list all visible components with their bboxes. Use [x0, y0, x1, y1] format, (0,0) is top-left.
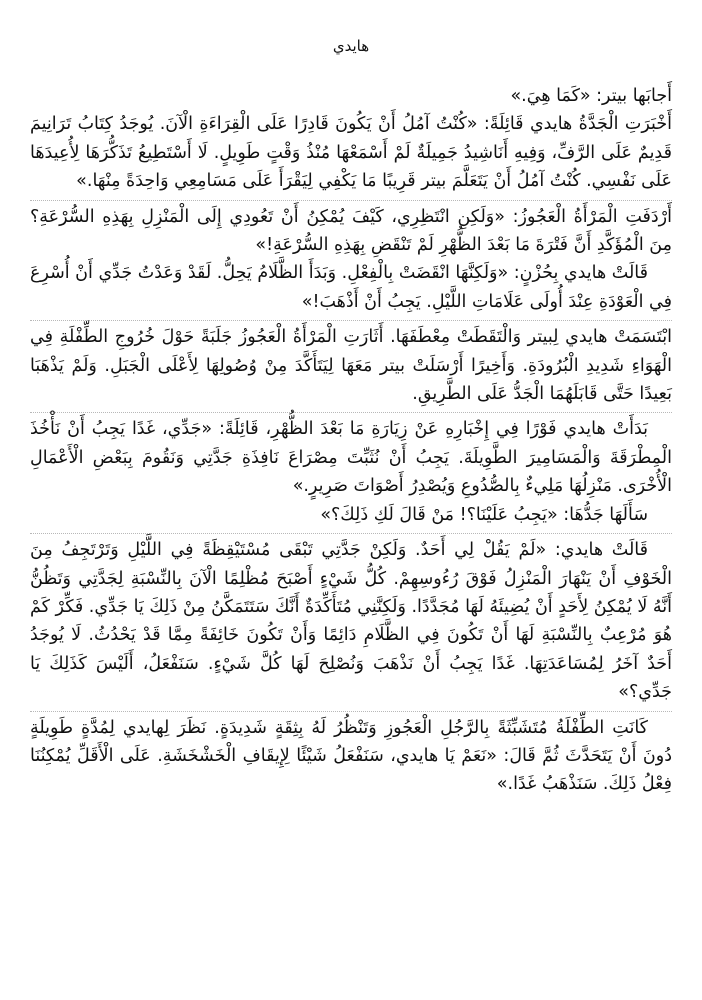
paragraph-4: قَالَتْ هايدي بِحُزْنٍ: «وَلَكِنَّهَا انْقَضَتْ بِالْفِعْلِ. وَبَدَأَ الظَّلَامُ يَحِلُّ. لَقَدْ وَعَدْتُ جَدِّي أَنْ أُسْرِعَ فِي الْعَوْدَةِ عِنْدَ أُولَى عَلَامَاتِ اللَّيْلِ. يَجِبُ أَنْ أَذْهَبَ!» — [30, 263, 672, 312]
paragraph-1: أَجابَها بيتر: «كَمَا هِيَ.» — [510, 86, 672, 106]
paragraph-8: قَالَتْ هايدي: «لَمْ يَقُلْ لِي أَحَدٌ. وَلَكِنْ جَدَّتِي تَبْقَى مُسْتَيْقِظَةً فِي اللَّيْلِ وَتَرْتَجِفُ مِنَ الْخَوْفِ أَنْ يَنْهَارَ الْمَنْزِلُ فَوْقَ رُءُوسِهِمْ. كُلُّ شَيْءٍ أَصْبَحَ مُظْلِمًا الْآنَ بِالنِّسْبَةِ لِجَدَّتِي وَتَظُنُّ أَنَّهُ لَا يُمْكِنُ لِأَحَدٍ أَنْ يُضِيئَهُ لَهَا مُجَدَّدًا. وَلَكِنَّنِي مُتَأَكِّدَةٌ أَنَّكَ سَتَتَمَكَّنُ مِنْ ذَلِكَ يَا جَدِّي. فَكِّرْ كَمْ هُوَ مُرْعِبٌ بِالنِّسْبَةِ لَهَا أَنْ تَكُونَ فِي الظَّلَامِ دَائِمًا وَأَنْ تَكُونَ خَائِفَةً مِمَّا قَدْ يَحْدُثُ. لَا يُوجَدُ أَحَدٌ آخَرُ لِمُسَاعَدَتِهَا. غَدًا يَجِبُ أَنْ نَذْهَبَ وَنُصْلِحَ لَهَا كُلَّ شَيْءٍ. سَنَفْعَلُ، أَلَيْسَ كَذَلِكَ يَا جَدِّي؟» — [30, 533, 672, 706]
paragraph-2: أَخْبَرَتِ الْجَدَّةُ هايدي قَائِلَةً: «كُنْتُ آمُلُ أَنْ يَكُونَ قَادِرًا عَلَى الْقِرَاءَةِ الْآنَ. يُوجَدُ كِتَابُ تَرَانِيمَ قَدِيمٌ عَلَى الرَّفِّ، وَفِيهِ أَنَاشِيدُ جَمِيلَةٌ لَمْ أَسْمَعْهَا مُنْذُ وَقْتٍ طَوِيلٍ. لَا أَسْتَطِيعُ تَذَكُّرَهَا لِأُعِيدَهَا عَلَى نَفْسِي. كُنْتُ آمُلُ أَنْ يَتَعَلَّمَ بيتر قَرِيبًا مَا يَكْفِي لِيَقْرَأَ عَلَى مَسَامِعِي وَاحِدَةً مِنْهَا.» — [30, 114, 672, 192]
paragraph-7: سَأَلَهَا جَدُّهَا: «يَجِبُ عَلَيْنَا؟! مَنْ قَالَ لَكِ ذَلِكَ؟» — [320, 504, 648, 525]
paragraph-3: أَرْدَفَتِ الْمَرْأَةُ الْعَجُوزُ: «وَلَكِنِ انْتَظِرِي، كَيْفَ يُمْكِنُ أَنْ تَعُودِي إِلَى الْمَنْزِلِ بِهَذِهِ السُّرْعَةِ؟ مِنَ الْمُؤَكَّدِ أَنَّ فَتْرَةَ مَا بَعْدَ الظُّهْرِ لَمْ تَنْقَضِ بِهَذِهِ السُّرْعَةِ!» — [30, 200, 672, 260]
paragraph-5: ابْتَسَمَتْ هايدي لِبيتر وَالْتَقَطَتْ مِعْطَفَهَا. أَثَارَتِ الْمَرْأَةُ الْعَجُوزُ جَلَبَةً حَوْلَ خُرُوجِ الطِّفْلَةِ فِي الْهَوَاءِ شَدِيدِ الْبُرُودَةِ. وَأَخِيرًا أَرْسَلَتْ بيتر مَعَهَا لِيَتَأَكَّدَ مِنْ وُصُولِهَا لِأَعْلَى الْجَبَلِ. وَلَمْ يَذْهَبَا بَعِيدًا حَتَّى قَابَلَهُمَا الْجَدُّ عَلَى الطَّرِيقِ. — [30, 320, 672, 408]
paragraph-6: بَدَأَتْ هايدي فَوْرًا فِي إِخْبَارِهِ عَنْ زِيَارَةِ مَا بَعْدَ الظُّهْرِ، قَائِلَةً: «جَدِّي، غَدًا يَجِبُ أَنْ نَأْخُذَ الْمِطْرَقَةَ وَالْمَسَامِيرَ الطَّوِيلَةَ. يَجِبُ أَنْ نُثَبِّتَ مِصْرَاعَ نَافِذَةِ جَدَّتِي وَنَقُومَ بِبَعْضِ الْأَعْمَالِ الْأُخْرَى. مَنْزِلُهَا مَلِيءٌ بِالصُّدُوعِ وَيُصْدِرُ أَصْوَاتَ صَرِيرٍ.» — [30, 412, 672, 500]
story-text — [30, 82, 672, 799]
paragraph-9: كَانَتِ الطِّفْلَةُ مُتَشَبِّثَةً بِالرَّجُلِ الْعَجُوزِ وَتَنْظُرُ لَهُ بِثِقَةٍ شَدِيدَةٍ. نَظَرَ لِهايدي لِمُدَّةٍ طَوِيلَةٍ دُونَ أَنْ يَتَحَدَّثَ ثُمَّ قَالَ: «نَعَمْ يَا هايدي، سَنَفْعَلُ شَيْئًا لِإِيقَافِ الْخَشْخَشَةِ. عَلَى الْأَقَلِّ يُمْكِنُنَا فِعْلُ ذَلِكَ. سَنَذْهَبُ غَدًا.» — [30, 711, 672, 799]
running-header: هايدي — [332, 37, 370, 55]
